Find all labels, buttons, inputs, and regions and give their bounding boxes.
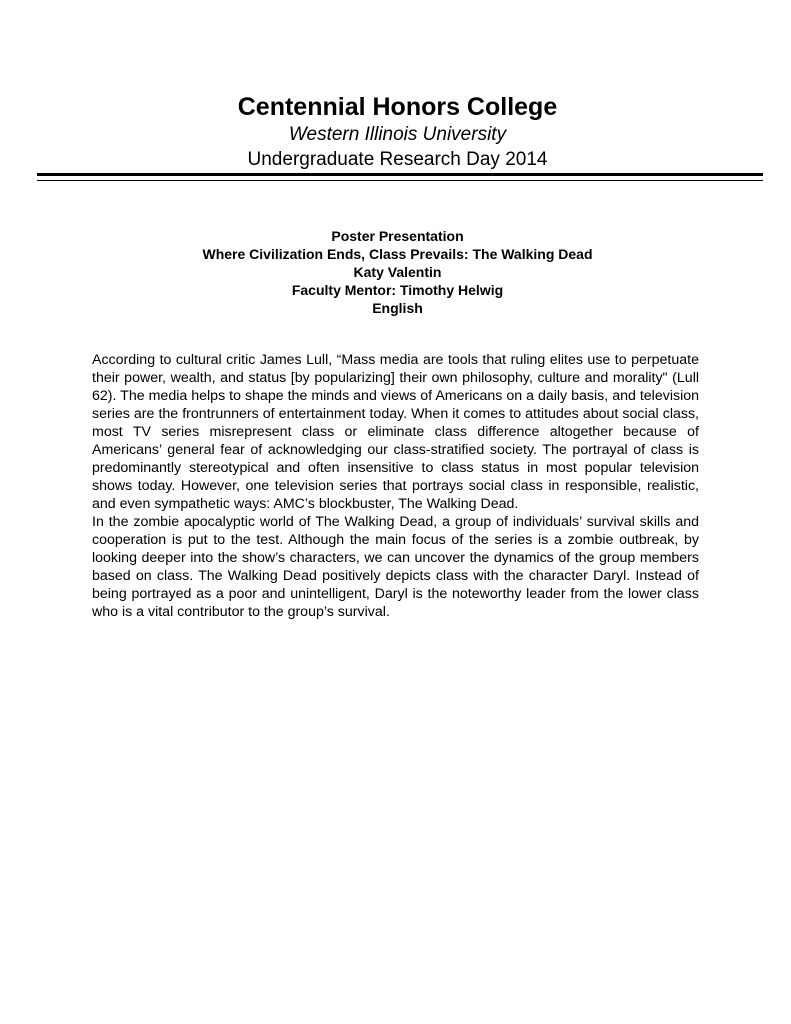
author-name: Katy Valentin xyxy=(353,264,442,280)
university-name: Western Illinois University xyxy=(288,124,507,145)
abstract-body xyxy=(92,351,699,621)
abstract-paragraph: In the zombie apocalyptic world of The Walking Dead, a group of individuals’ survival skills and cooperation is put to the test. Although the main focus of the series is a zombie outbreak, by looking deeper into the show’s characters, we can uncover the dynamics of the group members based on class. The Walking Dead positively depicts class with the character Daryl. Instead of being portrayed as a poor and unintelligent, Daryl is the noteworthy leader from the lower class who is a vital contributor to the group’s survival. xyxy=(92,514,699,620)
header-divider-thin xyxy=(37,180,763,181)
presentation-info xyxy=(0,227,791,317)
faculty-mentor: Faculty Mentor: Timothy Helwig xyxy=(291,282,504,298)
college-title: Centennial Honors College xyxy=(237,93,558,121)
event-name: Undergraduate Research Day 2014 xyxy=(247,149,548,170)
department: English xyxy=(372,300,423,316)
abstract-paragraph: According to cultural critic James Lull, “Mass media are tools that ruling elites use to perpetuate their power, wealth, and status [by popularizing] their own philosophy, culture and morality" (Lull 62). The media helps to shape the minds and views of Americans on a daily basis, and television series are the frontrunners of entertainment today. When it comes to attitudes about social class, most TV series misrepresent class or eliminate class difference altogether because of Americans’ general fear of acknowledging our class-stratified society. The portrayal of class is predominantly stereotypical and often insensitive to class status in most popular television shows today. However, one television series that portrays social class in responsible, realistic, and even sympathetic ways: AMC’s blockbuster, The Walking Dead. xyxy=(92,352,699,512)
header-divider-thick xyxy=(37,173,763,176)
presentation-title: Where Civilization Ends, Class Prevails: The Walking Dead xyxy=(202,246,593,262)
presentation-type: Poster Presentation xyxy=(331,228,464,244)
document-header xyxy=(0,92,791,172)
